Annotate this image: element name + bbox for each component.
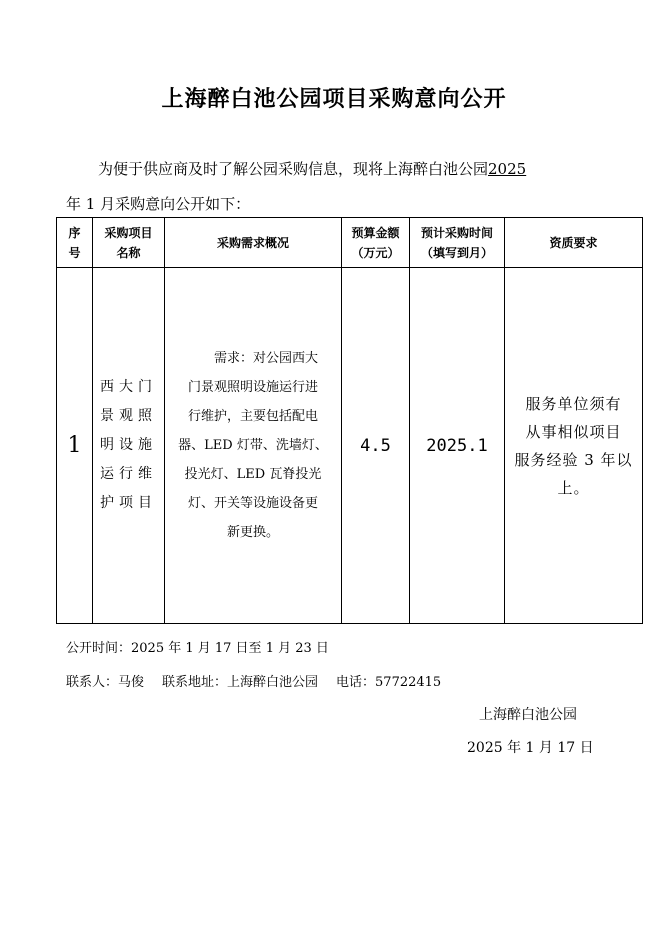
row-procurement-time: 2025.1 [410,268,505,624]
row-budget-amount: 4.5 [342,268,410,624]
contact-person: 联系人：马俊 [66,675,145,690]
table-header-row [57,218,643,268]
row-seq: 1 [57,268,93,624]
header-qual: 资质要求 [505,218,643,268]
intro-year: 2025 [488,160,527,178]
header-desc: 采购需求概况 [165,218,342,268]
issuing-organization: 上海醉白池公园 [479,707,577,723]
row-qualification: 服务单位须有 从事相似项目 服务经验 3 年以 上。 [505,268,643,624]
document-title: 上海醉白池公园项目采购意向公开 [161,87,507,112]
contact-line [66,671,441,690]
intro-line-2: 年 1 月采购意向公开如下： [66,195,251,213]
contact-phone: 电话：57722415 [336,675,442,690]
table-row [57,268,643,624]
header-amount: 预算金额 （万元） [342,218,410,268]
contact-address: 联系地址：上海醉白池公园 [162,675,319,690]
issue-date: 2025 年 1 月 17 日 [467,740,594,756]
intro-text: 为便于供应商及时了解公园采购信息，现将上海醉白池公园 [98,160,489,178]
row-requirement-desc: 需求：对公园西大 门景观照明设施运行进 行维护，主要包括配电 器、LED 灯带、洗墙灯、 投光灯、LED 瓦脊投光 灯、开关等设施设备更 新更换。 [165,268,342,624]
header-time: 预计采购时间 （填写到月） [410,218,505,268]
intro-line-1 [98,158,526,179]
header-name: 采购项目 名称 [93,218,165,268]
publish-time: 公开时间：2025 年 1 月 17 日至 1 月 23 日 [66,641,329,656]
row-project-name: 西大门 景观照 明设施 运行维 护项目 [93,268,165,624]
procurement-table [56,217,643,624]
header-seq: 序 号 [57,218,93,268]
